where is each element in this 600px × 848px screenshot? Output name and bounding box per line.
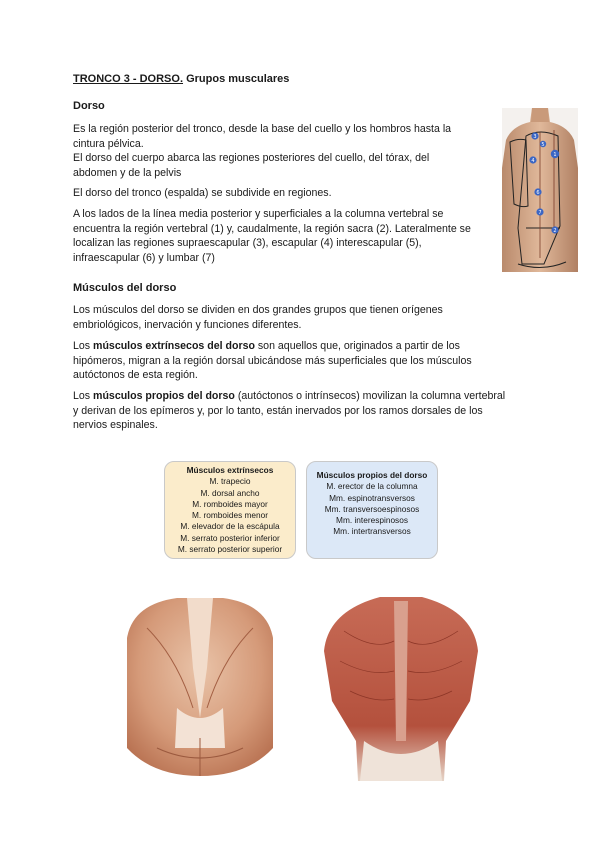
list-item: M. trapecio	[209, 476, 251, 487]
region-marker-2: 2	[553, 227, 557, 234]
list-item: M. erector de la columna	[326, 481, 418, 492]
list-item: M. serrato posterior superior	[177, 544, 283, 555]
region-marker-4: 4	[531, 157, 535, 164]
paragraph-dorso-4	[73, 207, 493, 265]
text-line: Los músculos del dorso se dividen en dos grandes grupos que tienen orígenes	[73, 304, 443, 316]
region-marker-1: 1	[553, 151, 557, 158]
list-item: Mm. interespinosos	[336, 515, 408, 526]
list-item: M. dorsal ancho	[200, 487, 260, 498]
list-item: M. serrato posterior inferior	[180, 532, 280, 543]
box-musculos-propios	[306, 461, 438, 559]
paragraph-musculos-propios	[73, 389, 528, 433]
text-line: hipómeros, migran a la región dorsal ubicándose más superficiales que los músculos	[73, 354, 472, 367]
list-item: Mm. intertransversos	[333, 526, 411, 537]
box-musculos-extrinsecos	[164, 461, 296, 559]
box-title: Músculos extrínsecos	[186, 465, 274, 475]
deep-back-muscles-illustration	[324, 591, 478, 781]
list-item: Mm. espinotransversos	[329, 492, 415, 503]
text-line: abdomen y de la pelvis	[73, 166, 182, 179]
page-title	[73, 73, 289, 85]
text-span: (autóctonos o intrínsecos) movilizan la columna vertebral	[234, 390, 506, 402]
text-line	[73, 389, 528, 404]
list-item: Mm. transversoespinosos	[324, 503, 420, 514]
text-line	[73, 339, 528, 354]
text-line: y derivan de los epímeros y, por lo tanto, están inervados por los ramos dorsales de los	[73, 404, 483, 417]
heading-musculos-dorso: Músculos del dorso	[73, 282, 177, 294]
text-line: autóctonos de esta región.	[73, 369, 198, 381]
paragraph-dorso-1	[73, 122, 493, 180]
heading-dorso: Dorso	[73, 100, 105, 112]
region-marker-7: 7	[538, 209, 542, 216]
bold-term-propios: músculos propios del dorso	[93, 390, 235, 402]
text-line: El dorso del cuerpo abarca las regiones posteriores del cuello, del tórax, del	[73, 152, 430, 164]
region-marker-5: 5	[541, 141, 545, 148]
text-line: localizan las regiones supraescapular (3), escapular (4) interescapular (5),	[73, 237, 422, 249]
list-item: M. romboides mayor	[192, 498, 268, 509]
text-line: embriológicos, inervación y funciones diferentes.	[73, 318, 302, 331]
list-item: M. elevador de la escápula	[180, 521, 280, 532]
paragraph-musculos-1	[73, 303, 528, 332]
bold-term-extrinsecos: músculos extrínsecos del dorso	[93, 340, 255, 352]
text-line: Es la región posterior del tronco, desde la base del cuello y los hombros hasta la	[73, 123, 452, 135]
superficial-back-muscles-illustration	[127, 598, 273, 776]
region-marker-6: 6	[536, 189, 540, 196]
paragraph-dorso-3: El dorso del tronco (espalda) se subdivide en regiones.	[73, 187, 332, 199]
paragraph-musculos-extrinsecos	[73, 339, 528, 383]
text-line: infraescapular (6) y lumbar (7)	[73, 251, 215, 264]
text-line: nervios espinales.	[73, 419, 158, 431]
text-line: A los lados de la línea media posterior y superficiales a la columna vertebral se	[73, 208, 444, 220]
text-span: Los	[73, 390, 94, 402]
list-item: M. romboides menor	[191, 510, 269, 521]
text-line: encuentra la región vertebral (1) y, caudalmente, la región sacra (2). Lateralmente se	[73, 222, 471, 235]
text-span: son aquellos que, originados a partir de los	[254, 340, 460, 352]
text-span: Los	[73, 340, 94, 352]
title-underlined: TRONCO 3 - DORSO.	[73, 73, 184, 85]
deep-back-muscles-image	[324, 591, 478, 781]
title-rest: Grupos musculares	[183, 73, 290, 85]
back-regions-figure	[502, 108, 578, 272]
text-line: cintura pélvica.	[73, 137, 144, 150]
back-regions-illustration	[502, 108, 578, 272]
superficial-back-muscles-image	[127, 598, 273, 776]
region-marker-3: 3	[533, 133, 537, 140]
box-title: Músculos propios del dorso	[316, 470, 428, 480]
